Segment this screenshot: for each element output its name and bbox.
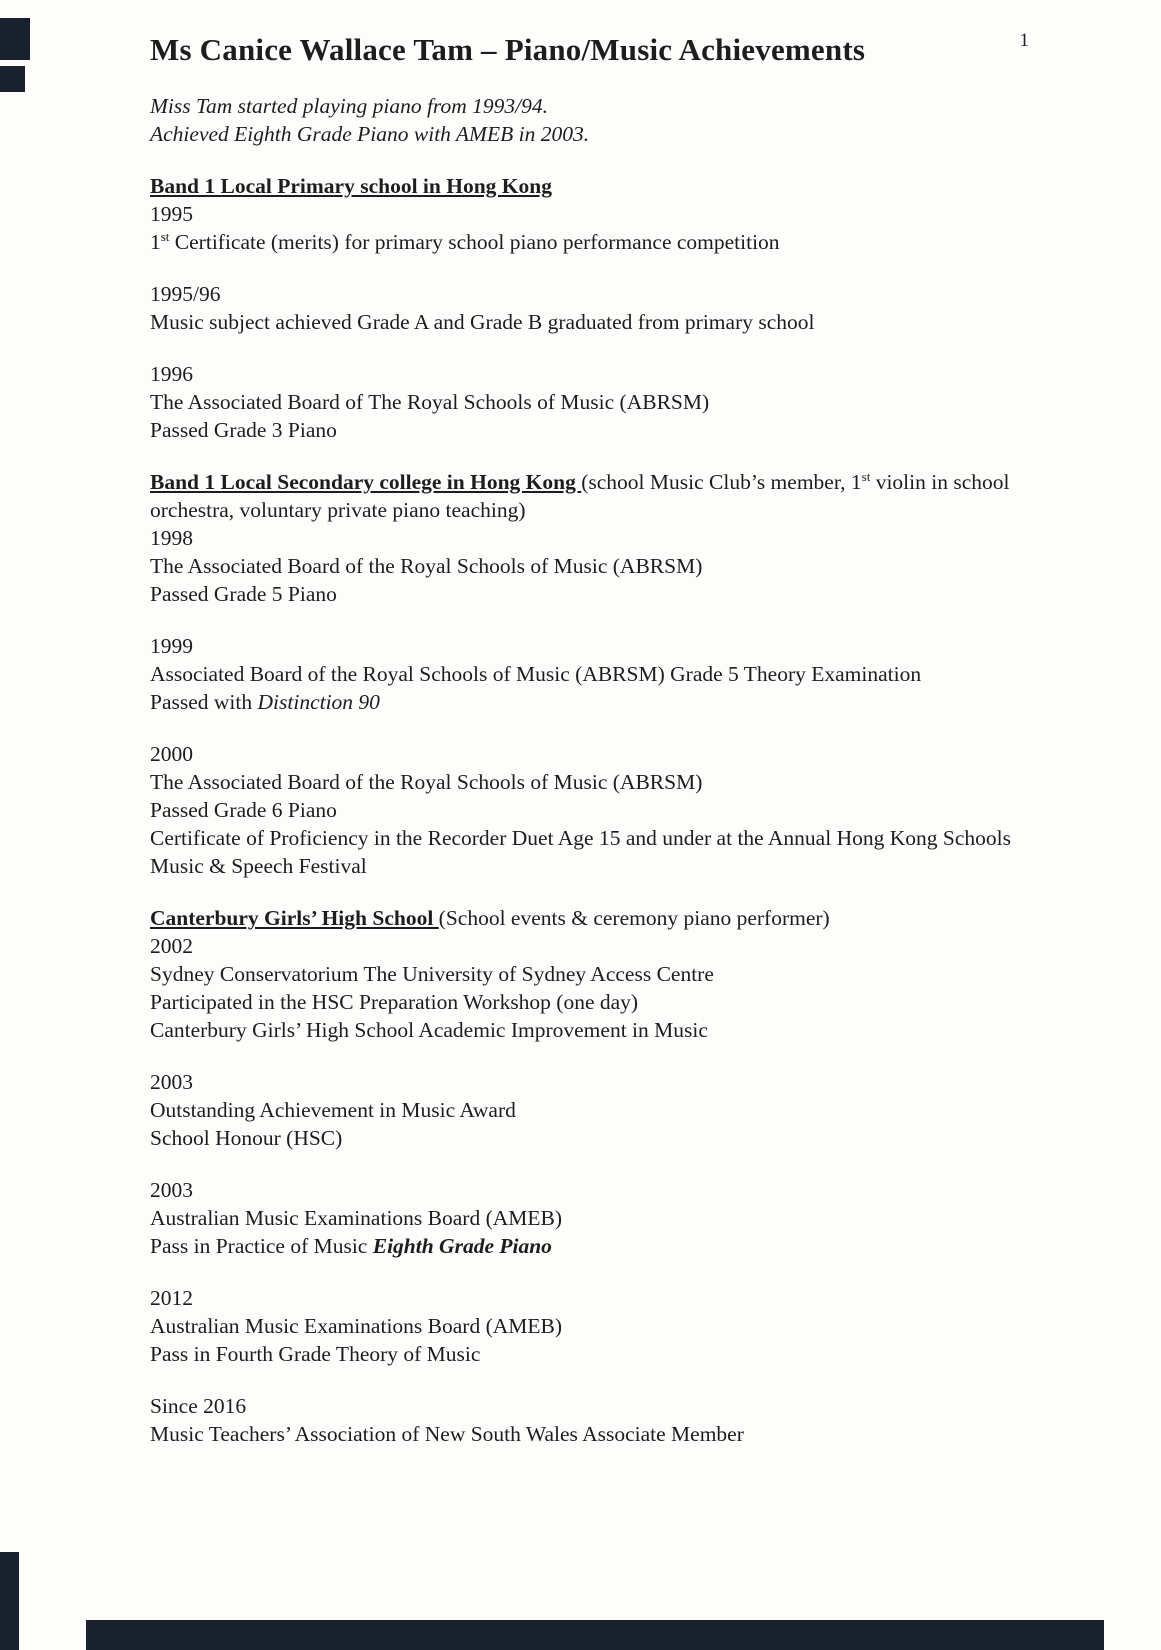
entry-year: 1996: [150, 362, 193, 386]
entry-year: 1998: [150, 526, 193, 550]
text-segment: 1: [150, 230, 161, 254]
intro-paragraph: [150, 92, 1022, 148]
scan-artifact-bottom-bar: [86, 1620, 1104, 1650]
entry: [150, 932, 1022, 1044]
text-segment: Passed with: [150, 690, 258, 714]
text-segment: Pass in Practice of Music: [150, 1234, 373, 1258]
intro-line: Miss Tam started playing piano from 1993/94.: [150, 94, 548, 118]
text-segment: Band 1 Local Secondary college in Hong Kong: [150, 470, 582, 494]
entry-line: Pass in Fourth Grade Theory of Music: [150, 1342, 481, 1366]
entry-year: 1995/96: [150, 282, 221, 306]
page-title: Ms Canice Wallace Tam – Piano/Music Achievements: [150, 32, 866, 67]
text-segment: Eighth Grade Piano: [372, 1234, 552, 1258]
entry: [150, 1392, 1022, 1448]
entry-year: 1995: [150, 202, 193, 226]
entry-line: The Associated Board of the Royal Schools of Music (ABRSM): [150, 770, 703, 794]
entry: [150, 632, 1022, 716]
text-segment: Band 1 Local Primary school in Hong Kong: [150, 174, 552, 198]
section-heading: [150, 904, 1022, 932]
entry-line: [150, 1232, 1022, 1260]
entry-line: Associated Board of the Royal Schools of Music (ABRSM) Grade 5 Theory Examination: [150, 662, 922, 686]
entry: [150, 740, 1022, 880]
entry-line: Music Teachers’ Association of New South Wales Associate Member: [150, 1422, 744, 1446]
entry-year: Since 2016: [150, 1394, 247, 1418]
text-segment: st: [861, 468, 871, 484]
entry-year: 2000: [150, 742, 193, 766]
entry-line: Passed Grade 5 Piano: [150, 582, 337, 606]
entry: [150, 1284, 1022, 1368]
entry-year: 1999: [150, 634, 193, 658]
entry-year: 2003: [150, 1070, 193, 1094]
entry-line: [150, 688, 1022, 716]
text-segment: Certificate (merits) for primary school piano performance competition: [169, 230, 780, 254]
entry-line: Music subject achieved Grade A and Grade B graduated from primary school: [150, 310, 815, 334]
entry: [150, 1068, 1022, 1152]
entry-year: 2012: [150, 1286, 193, 1310]
entry-line: [150, 228, 1022, 256]
entry-line: Australian Music Examinations Board (AMEB): [150, 1206, 563, 1230]
entry-line: Certificate of Proficiency in the Recorder Duet Age 15 and under at the Annual Hong Kong Schools Music & Speech Festival: [150, 826, 1011, 878]
text-segment: (School events & ceremony piano performer): [438, 906, 830, 930]
entry-line: The Associated Board of The Royal Schools of Music (ABRSM): [150, 390, 710, 414]
text-segment: (school Music Club’s member, 1: [581, 470, 862, 494]
entry-line: Sydney Conservatorium The University of Sydney Access Centre: [150, 962, 714, 986]
section-heading: [150, 468, 1022, 524]
entry-year: 2002: [150, 934, 193, 958]
entry: [150, 200, 1022, 256]
section-heading: [150, 172, 1022, 200]
section: [150, 468, 1022, 880]
entry-line: Participated in the HSC Preparation Workshop (one day): [150, 990, 639, 1014]
section: [150, 904, 1022, 1448]
section: [150, 172, 1022, 444]
scan-artifact-top-left-2: [0, 66, 25, 92]
entry-line: The Associated Board of the Royal Schools of Music (ABRSM): [150, 554, 703, 578]
entry-year: 2003: [150, 1178, 193, 1202]
sections: [150, 172, 1022, 1448]
entry-line: Outstanding Achievement in Music Award: [150, 1098, 516, 1122]
intro-line: Achieved Eighth Grade Piano with AMEB in 2003.: [150, 122, 590, 146]
page-number: 1: [1019, 30, 1029, 51]
entry-line: Canterbury Girls’ High School Academic Improvement in Music: [150, 1018, 708, 1042]
scan-artifact-bottom-left: [0, 1552, 19, 1650]
text-segment: violin in school orchestra, voluntary private piano teaching): [150, 470, 1010, 522]
entry-line: Passed Grade 3 Piano: [150, 418, 337, 442]
text-segment: Canterbury Girls’ High School: [150, 906, 439, 930]
entry: [150, 524, 1022, 608]
entry-line: School Honour (HSC): [150, 1126, 343, 1150]
scan-artifact-top-left-1: [0, 18, 30, 60]
text-segment: Distinction 90: [257, 690, 380, 714]
entry-line: Australian Music Examinations Board (AMEB): [150, 1314, 563, 1338]
entry-line: Passed Grade 6 Piano: [150, 798, 337, 822]
entry: [150, 280, 1022, 336]
entry: [150, 1176, 1022, 1260]
text-segment: st: [160, 228, 170, 244]
entry: [150, 360, 1022, 444]
